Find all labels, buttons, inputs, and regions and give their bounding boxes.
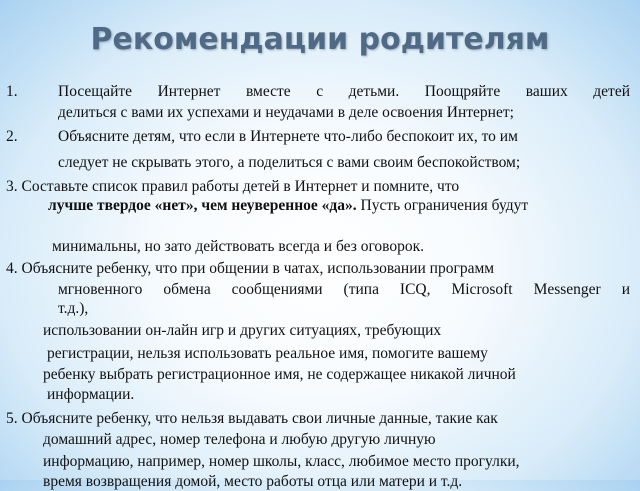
item-3-bold-phrase: лучше твердое «нет», чем неуверенное «да». (48, 197, 357, 214)
item-5-line-4: время возвращения домой, место работы отца или матери и т.д. (43, 473, 463, 490)
item-3-line-3: минимальны, но зато действовать всегда и без оговорок. (52, 238, 425, 255)
item-4-line-6: ребенку выбрать регистрационное имя, не содержащее никакой личной (43, 366, 516, 383)
slide-title: Рекомендации родителям (90, 22, 550, 57)
item-1-line-1: Посещайте Интернет вместе с детьми. Поощряйте ваших детей (58, 83, 630, 100)
item-1-line-2: делиться с вами их успехами и неудачами в деле освоения Интернет; (58, 104, 514, 121)
item-4-line-4: использовании он-лайн игр и других ситуациях, требующих (43, 322, 442, 339)
item-3-line-2 (48, 197, 528, 215)
item-4-line-3: т.д.), (58, 300, 89, 317)
item-2-number: 2. (6, 128, 18, 145)
item-5-line-1: 5. Объясните ребенку, что нельзя выдавать свои личные данные, такие как (6, 410, 498, 427)
item-2-line-1: Объясните детям, что если в Интернете что-либо беспокоит их, то им (58, 128, 518, 145)
item-3-line-2-rest: Пусть ограничения будут (356, 197, 529, 214)
item-3-line-1: 3. Составьте список правил работы детей в Интернет и помните, что (6, 178, 460, 195)
item-1-number: 1. (6, 83, 18, 100)
item-4-line-7: информации. (47, 386, 135, 403)
item-5-line-3: информацию, например, номер школы, класс, любимое место прогулки, (43, 453, 520, 470)
item-5-line-2: домашний адрес, номер телефона и любую другую личную (43, 431, 436, 448)
item-4-line-1: 4. Объясните ребенку, что при общении в чатах, использовании программ (6, 260, 495, 277)
item-4-line-2: мгновенного обмена сообщениями (типа ICQ, Microsoft Messenger и (58, 281, 630, 298)
item-2-line-2: следует не скрывать этого, а поделиться с вами своим беспокойством; (58, 154, 521, 171)
item-4-line-5: регистрации, нельзя использовать реальное имя, помогите вашему (47, 345, 488, 362)
